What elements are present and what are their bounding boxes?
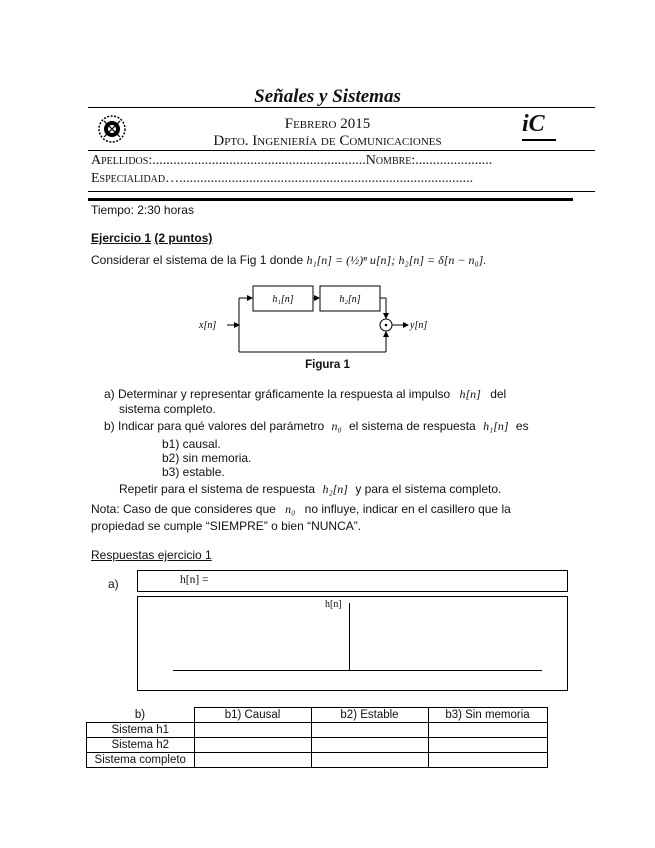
ic-logo-underline [522, 139, 556, 141]
plot-y-label: h[n] [325, 599, 342, 610]
answers-table [86, 707, 548, 768]
fields-rule [88, 191, 595, 192]
hn-plot-box[interactable] [137, 596, 568, 691]
exercise-points: (2 puntos) [154, 231, 213, 245]
note-line2: propiedad se cumple “SIEMPRE” o bien “NUNCA”. [91, 519, 362, 533]
block-diagram [195, 282, 445, 362]
department-name: Dpto. Ingeniería de Comunicaciones [213, 133, 442, 149]
cell-completo-estable[interactable] [311, 753, 428, 768]
apellidos-nombre-field[interactable]: Apellidos:.............................................................Nombre:...................... [91, 153, 493, 168]
h1-block-label: h₁[n] [272, 294, 294, 305]
h2-block-label: h₂[n] [339, 294, 361, 305]
title-rule [88, 107, 595, 108]
h2-definition: h₂[n] = δ[n − n₀]. [398, 253, 487, 267]
sub-item-b2: b2) sin memoria. [162, 451, 252, 465]
table-header-row [87, 708, 548, 723]
row-label-completo: Sistema completo [87, 753, 195, 768]
table-row [87, 738, 548, 753]
item-b-text: b) Indicar para qué valores del parámetro [104, 419, 325, 433]
item-b-mid: el sistema de respuesta [348, 419, 476, 433]
repeat-line [119, 482, 501, 497]
hn-answer-box[interactable] [137, 570, 568, 592]
item-a-del: del [490, 387, 507, 401]
row-label-h2: Sistema h2 [87, 738, 195, 753]
cell-h2-causal[interactable] [194, 738, 311, 753]
exercise-heading [91, 231, 212, 245]
document-title: Señales y Sistemas [254, 86, 401, 107]
table-row [87, 723, 548, 738]
answer-a-label: a) [108, 577, 119, 591]
col-header-causal: b1) Causal [194, 708, 311, 723]
item-a-line1 [104, 387, 506, 402]
cell-h1-sin-memoria[interactable] [428, 723, 547, 738]
table-row [87, 753, 548, 768]
plot-x-axis [173, 670, 542, 671]
cell-h2-sin-memoria[interactable] [428, 738, 547, 753]
note-suffix: no influye, indicar en el casillero que la [304, 502, 511, 516]
cell-completo-causal[interactable] [194, 753, 311, 768]
output-label: y[n] [410, 320, 428, 331]
exam-time: Tiempo: 2:30 horas [91, 203, 194, 217]
cell-h1-estable[interactable] [311, 723, 428, 738]
sub-item-b3: b3) estable. [162, 465, 225, 479]
exam-date: Febrero 2015 [284, 116, 371, 132]
h1-definition: h₁[n] = (½)ⁿ u[n]; [306, 253, 396, 267]
intro-text: Considerar el sistema de la Fig 1 donde [91, 253, 304, 267]
item-b-n0: n₀ [331, 419, 342, 433]
thick-rule [88, 198, 573, 201]
col-header-estable: b2) Estable [311, 708, 428, 723]
answer-b-label: b) [134, 708, 146, 721]
sub-item-b1: b1) causal. [162, 437, 221, 451]
item-a-hn: h[n] [459, 387, 481, 401]
item-a-line2: sistema completo. [119, 402, 216, 416]
cell-h1-causal[interactable] [194, 723, 311, 738]
note-n0: n₀ [285, 502, 296, 516]
note-text: Nota: Caso de que consideres que [91, 502, 276, 516]
item-b-line [104, 419, 529, 434]
exercise-intro [91, 253, 486, 268]
item-a-text: a) Determinar y representar gráficamente la respuesta al impulso [104, 387, 451, 401]
repeat-suffix: y para el sistema completo. [355, 482, 502, 496]
answers-title: Respuestas ejercicio 1 [91, 548, 212, 562]
repeat-h2: h₂[n] [322, 482, 348, 496]
header-rule [88, 150, 595, 151]
ic-logo: iC [522, 111, 545, 137]
item-b-h1: h₁[n] [483, 419, 509, 433]
cell-h2-estable[interactable] [311, 738, 428, 753]
especialidad-field[interactable]: Especialidad….................................................................................... [91, 171, 474, 186]
note-line1 [91, 502, 511, 517]
plot-y-axis [349, 603, 350, 671]
row-label-h1: Sistema h1 [87, 723, 195, 738]
input-label: x[n] [199, 320, 217, 331]
cell-completo-sin-memoria[interactable] [428, 753, 547, 768]
exercise-title: Ejercicio 1 [91, 231, 152, 245]
item-b-es: es [515, 419, 529, 433]
repeat-text: Repetir para el sistema de respuesta [119, 482, 316, 496]
adder-dot [385, 324, 388, 327]
col-header-sin-memoria: b3) Sin memoria [428, 708, 547, 723]
hn-equation-label: h[n] = [180, 574, 209, 586]
figure-caption: Figura 1 [305, 359, 350, 371]
